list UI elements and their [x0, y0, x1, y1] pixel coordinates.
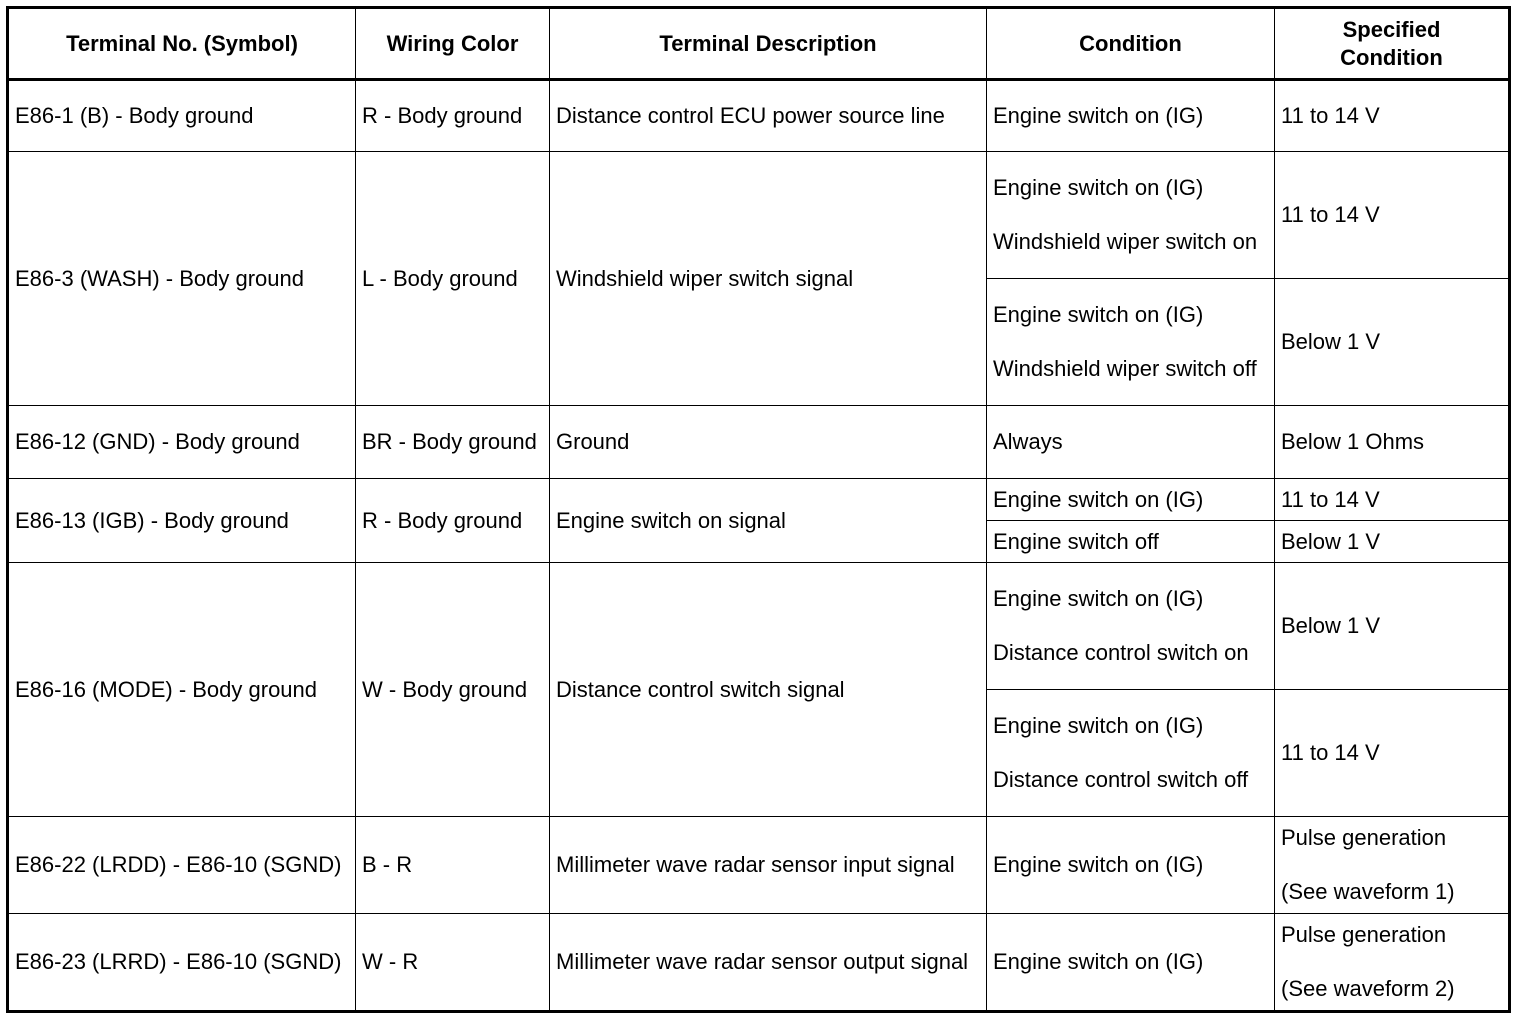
table-row	[8, 563, 1510, 690]
spec-cell: 11 to 14 V	[1275, 80, 1510, 152]
spec-cell: Below 1 Ohms	[1275, 406, 1510, 479]
terminal-cell: E86-12 (GND) - Body ground	[8, 406, 356, 479]
spec-line: Pulse generation	[1281, 825, 1447, 850]
condition-cell: Engine switch on (IG)	[987, 479, 1275, 521]
table-row	[8, 406, 1510, 479]
spec-cell	[1275, 914, 1510, 1012]
table-row	[8, 914, 1510, 1012]
condition-cell	[987, 690, 1275, 817]
condition-cell: Engine switch on (IG)	[987, 80, 1275, 152]
condition-line: Engine switch on (IG)	[993, 302, 1204, 327]
spec-cell: Below 1 V	[1275, 563, 1510, 690]
spec-cell: Below 1 V	[1275, 279, 1510, 406]
condition-cell: Engine switch on (IG)	[987, 914, 1275, 1012]
description-cell: Engine switch on signal	[550, 479, 987, 563]
table-row	[8, 80, 1510, 152]
spec-cell: Below 1 V	[1275, 521, 1510, 563]
condition-line: Engine switch on (IG)	[993, 175, 1204, 200]
condition-line: Engine switch on (IG)	[993, 586, 1204, 611]
spec-cell: 11 to 14 V	[1275, 152, 1510, 279]
description-cell: Ground	[550, 406, 987, 479]
description-cell: Windshield wiper switch signal	[550, 152, 987, 406]
condition-cell: Engine switch on (IG)	[987, 817, 1275, 914]
wiring-cell: R - Body ground	[356, 479, 550, 563]
header-specified-condition: Specified Condition	[1275, 8, 1510, 80]
condition-cell: Engine switch off	[987, 521, 1275, 563]
condition-cell	[987, 279, 1275, 406]
terminal-cell: E86-16 (MODE) - Body ground	[8, 563, 356, 817]
description-cell: Millimeter wave radar sensor input signal	[550, 817, 987, 914]
spec-line: (See waveform 2)	[1281, 976, 1455, 1001]
table-row	[8, 479, 1510, 521]
condition-cell	[987, 563, 1275, 690]
header-terminal: Terminal No. (Symbol)	[8, 8, 356, 80]
condition-line: Distance control switch on	[993, 640, 1249, 665]
wiring-cell: L - Body ground	[356, 152, 550, 406]
condition-line: Engine switch on (IG)	[993, 713, 1204, 738]
spec-cell	[1275, 817, 1510, 914]
description-cell: Millimeter wave radar sensor output signal	[550, 914, 987, 1012]
header-condition: Condition	[987, 8, 1275, 80]
description-cell: Distance control switch signal	[550, 563, 987, 817]
terminal-cell: E86-23 (LRRD) - E86-10 (SGND)	[8, 914, 356, 1012]
terminal-cell: E86-22 (LRDD) - E86-10 (SGND)	[8, 817, 356, 914]
condition-line: Windshield wiper switch off	[993, 356, 1257, 381]
condition-line: Distance control switch off	[993, 767, 1249, 792]
condition-line: Windshield wiper switch on	[993, 229, 1258, 254]
table-row	[8, 817, 1510, 914]
spec-line: (See waveform 1)	[1281, 879, 1455, 904]
wiring-cell: R - Body ground	[356, 80, 550, 152]
terminal-cell: E86-3 (WASH) - Body ground	[8, 152, 356, 406]
header-row	[8, 8, 1510, 80]
header-terminal-description: Terminal Description	[550, 8, 987, 80]
wiring-cell: BR - Body ground	[356, 406, 550, 479]
condition-cell	[987, 152, 1275, 279]
terminal-cell: E86-13 (IGB) - Body ground	[8, 479, 356, 563]
spec-line: Pulse generation	[1281, 922, 1447, 947]
spec-cell: 11 to 14 V	[1275, 479, 1510, 521]
header-wiring-color: Wiring Color	[356, 8, 550, 80]
description-cell: Distance control ECU power source line	[550, 80, 987, 152]
wiring-cell: B - R	[356, 817, 550, 914]
terminal-spec-table	[6, 6, 1511, 1013]
wiring-cell: W - Body ground	[356, 563, 550, 817]
wiring-cell: W - R	[356, 914, 550, 1012]
spec-cell: 11 to 14 V	[1275, 690, 1510, 817]
condition-cell: Always	[987, 406, 1275, 479]
table-row	[8, 152, 1510, 279]
terminal-cell: E86-1 (B) - Body ground	[8, 80, 356, 152]
